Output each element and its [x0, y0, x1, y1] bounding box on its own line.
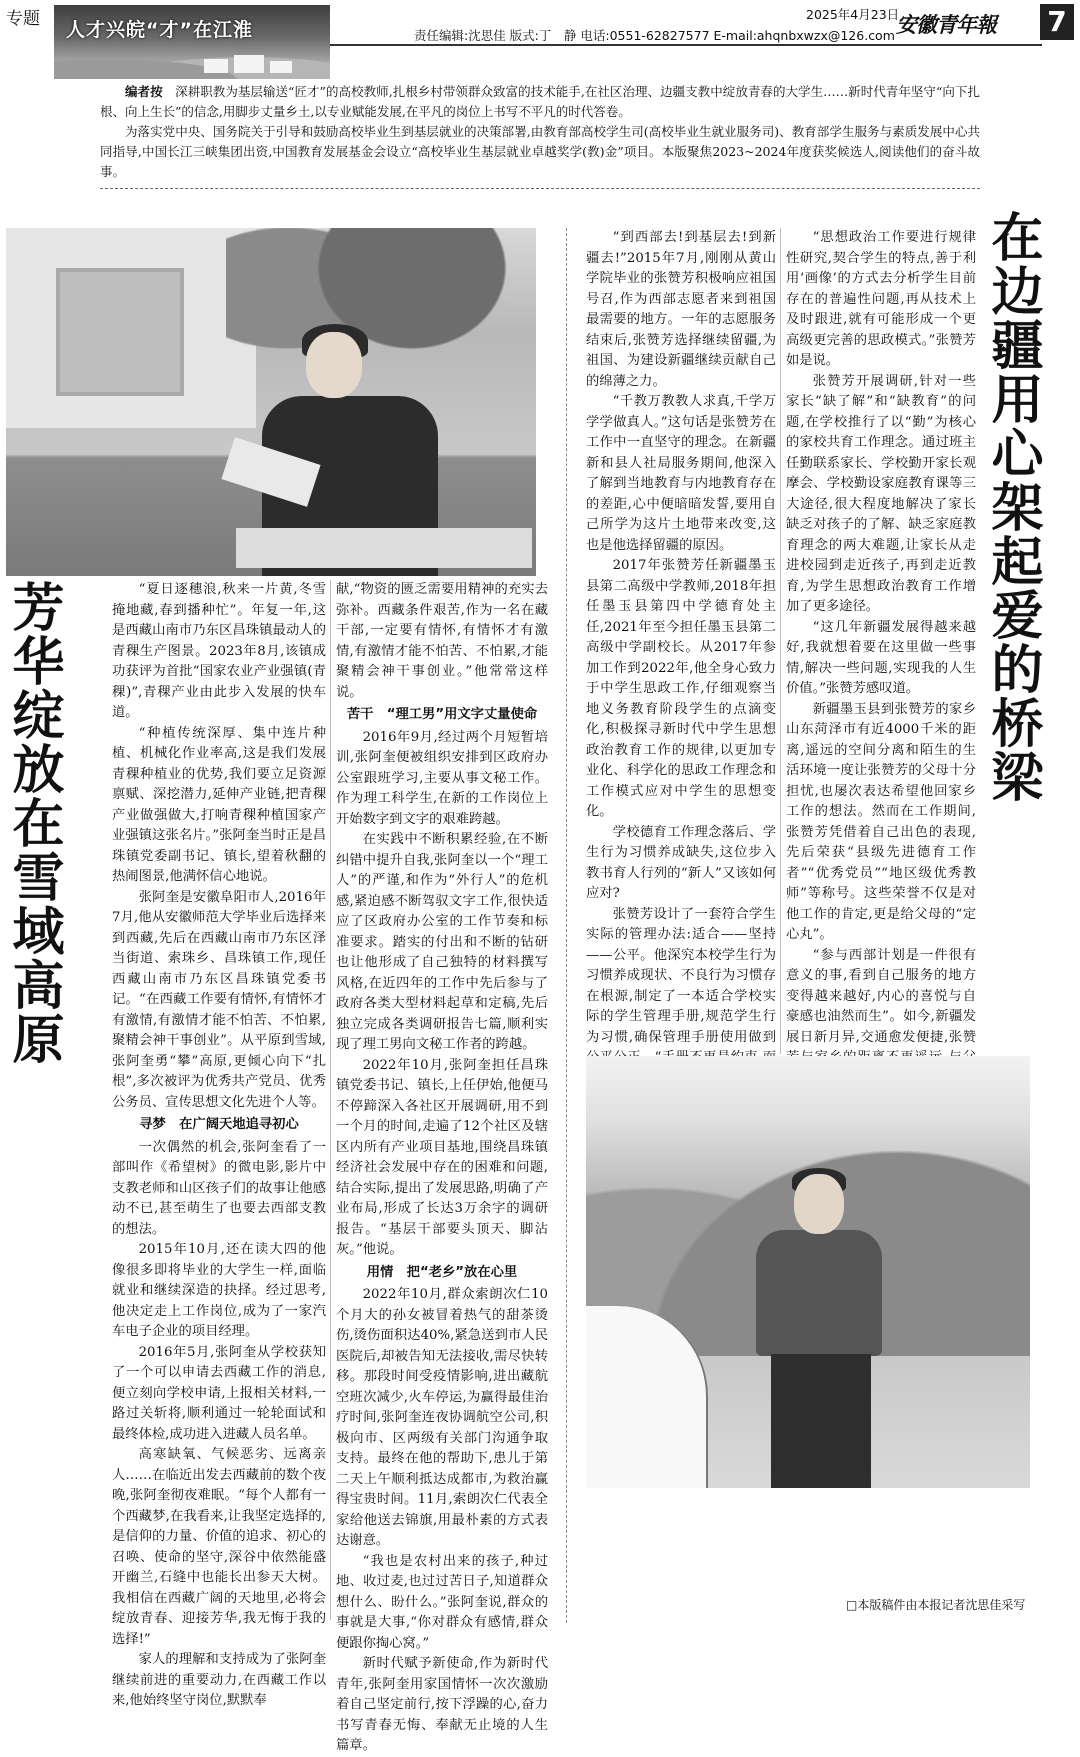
photo-window — [56, 268, 184, 396]
article-left-column-2 — [336, 580, 548, 1753]
editor-note-p1: 深耕职教为基层输送“匠才”的高校教师,扎根乡村带领群众致富的技术能手,在社区治理、边疆支教中绽放青春的大学生……新时代青年坚守“向下扎根、向上生长”的信念,用脚步丈量乡土,以专业赋能发展,在平凡的岗位上书写不平凡的时代答卷。 — [100, 84, 980, 119]
photo-figure-head — [794, 1174, 844, 1234]
editor-note-p2: 为落实党中央、国务院关于引导和鼓励高校毕业生到基层就业的决策部署,由教育部高校学生司(高校毕业生就业服务司)、教育部学生服务与素质发展中心共同指导,中国长江三峡集团出资,中国教育发展基金会设立“高校毕业生基层就业卓越奖学(教)金”项目。本版聚焦2023~2024年度获奖候选人,阅读他们的奋斗故事。 — [100, 124, 980, 179]
paragraph: “参与西部计划是一件很有意义的事,看到自己服务的地方变得越来越好,内心的喜悦与自豪感也油然而生”。如今,新疆发展日新月异,交通愈发便捷,张赞 — [786, 947, 976, 1045]
column-divider — [330, 580, 331, 1620]
paragraph: “思想政治工作要进行规律性研究,契合学生的特点,善于利用‘画像’的方式去分析学生目前存在的普遍性问题,再从技术上及时跟进,就有可能形成一个更高级更完善的思政模式。”张赞芳如是说。 — [786, 230, 976, 368]
header-info: 责任编辑:沈思佳 版式:丁 静 电话:0551-62827577 E-mail:ahqnbxwzx@126.com — [414, 28, 895, 43]
paragraph: 新疆墨玉县到张赞芳的家乡山东菏泽市有近4000千米的距离,遥远的空间分离和陌生的生活环境一度让张赞芳的父母十分担忧,也屡次表达希望他回家乡工作的想法。然而在工作期间,张赞芳凭借着自己出色的表现,先后荣获“县级先进德育工作者”“优秀党员”“地区级优秀教师”等称号。这些荣誉不仅是对他工作的肯定,更是给父母的“定心丸”。 — [786, 701, 976, 942]
header-rule — [330, 44, 1042, 46]
paragraph: “这几年新疆发展得越来越好,我就想着要在这里做一些事情,解决一些问题,实现我的人生价值。”张赞芳感叹道。 — [786, 619, 976, 696]
article-right-column-1 — [586, 228, 776, 1054]
paragraph: “到西部去!到基层去!到新疆去!”2015年7月,刚刚从黄山学院毕业的张赞芳积极响应祖国号召,作为西部志愿者来到祖国最需要的地方。一年的志愿服务结束后,张赞芳选择继续留疆,为祖国、为建设新疆继续贡献自己的绵薄之力。 — [586, 230, 776, 389]
paragraph: “夏日逐穗浪,秋来一片黄,冬雪掩地藏,春到播种忙”。年复一年,这是西藏山南市乃东区昌珠镇最动人的青稞生产图景。2023年8月,该镇成功获评为首批“国家农业产业强镇(青稞)”,青稞产业由此步入发展的快车道。 — [112, 582, 326, 720]
photo-man-by-car — [586, 1056, 1030, 1488]
paragraph: 张赞芳设计了一套符合学生实际的管理办法:适合——坚持——公平。他深究本校学生行为习惯养成现状、不良行为习惯存在根源,制定了一本适合学校实际的学生管理手册,规范学生行为习惯,确保管理手册使用做到 — [586, 906, 776, 1045]
paragraph: 2016年5月,张阿奎从学校获知了一个可以申请去西藏工作的消息,便立刻向学校申请,上报相关材料,一路过关斩将,顺利通过一轮轮面试和最终体检,成功进入进藏人员名单。 — [112, 1344, 326, 1442]
paragraph: 2016年9月,经过两个月短暂培训,张阿奎便被组织安排到区政府办公室跟班学习,主要从事文秘工作。作为理工科学生,在新的工作岗位上开始数字到文字的艰难跨越。 — [336, 729, 548, 827]
photo-figure-body — [756, 1230, 882, 1356]
section-label: 专题 — [6, 9, 40, 29]
paragraph: “千教万教教人求真,千学万学学做真人。”这句话是张赞芳在工作中一直坚守的理念。在新疆新和县人社局服务期间,他深入了解到当地教育与内地教育存在的差距,心中便暗暗发誓,要用自己所学为这片土地带来改变,这也是他选择留疆的原因。 — [586, 394, 776, 553]
story-divider — [566, 228, 567, 1623]
headline-left: 芳华绽放在雪域高原 — [3, 580, 63, 1066]
photo-table — [236, 528, 532, 568]
paragraph: 高寒缺氧、气候恶劣、远离亲人……在临近出发去西藏前的数个夜晚,张阿奎彻夜难眠。“每个人都有一个西藏梦,在我看来,让我坚定选择的,是信仰的力量、价值的追求、初心的召唤、使命的坚守,深谷中依然能盛开幽兰,石缝中也能长出参天大树。我相信在西藏广阔的天地里,必将会绽放青春、迎接芳华,我无悔于我的选择!” — [112, 1447, 326, 1647]
editor-note-lead: 编者按 — [125, 84, 163, 99]
article-right-column-2 — [786, 228, 976, 1054]
paragraph: 张阿奎是安徽阜阳市人,2016年7月,他从安徽师范大学毕业后选择来到西藏,先后在西藏山南市乃东区泽当街道、索珠乡、昌珠镇工作,现任西藏山南市乃东区昌珠镇党委书记。“在西藏工作要有情怀,有情怀才有激情,有激情才能不怕苦、不怕累,聚精会神干事创业”。从平原到雪域,张阿奎勇“攀”高原,更倾心向下“扎根”,多次被评为优秀共产党员、优秀公务员、宣传思想文化先进个人等。 — [112, 889, 326, 1110]
article-left-column-1 — [112, 580, 326, 1708]
paragraph: 2022年10月,群众索朗次仁10个月大的孙女被冒着热气的甜茶烫伤,烫伤面积达40%,紧急送到市人民医院后,却被告知无法接收,需尽快转移。那段时间受疫情影响,进出藏航空班次减少,火车停运,为赢得最佳治疗时间,张阿奎连夜协调航空公司,积极向市、区两级有关部门沟通争取支持。最终在他的帮助下,患儿于第二天上午顺利抵达成都市,为救治赢得宝贵时间。11月,索朗次仁代表全家给他送去锦旗,用最朴素的方式表达谢意。 — [336, 1287, 548, 1548]
banner-title: 人才兴皖“才”在江淮 — [66, 19, 253, 41]
paragraph: 2017年张赞芳任新疆墨玉县第二高级中学教师,2018年担任墨玉县第四中学德育处主任,2021年至今担任墨玉县第二高级中学副校长。从2017年参加工作到2022年,他全身心致力于中学生思政工作,仔细观察当地义务教育阶段学生的点滴变化,积极探寻新时代中学生思想政治教育工作的规律,以更加专业化、科学化的思政工作理念和工作模式应对中学生的思想变化。 — [586, 558, 776, 819]
paragraph: 家人的理解和支持成为了张阿奎继续前进的重要动力,在西藏工作以来,他始终坚守岗位,默默奉 — [112, 1652, 326, 1708]
paragraph: 一次偶然的机会,张阿奎看了一部叫作《希望树》的微电影,影片中支教老师和山区孩子们的故事让他感动不已,甚至萌生了也要去西部支教的想法。 — [112, 1139, 326, 1237]
subheading-hard-work: 苦干 “理工男”用文字丈量使命 — [346, 707, 538, 722]
photo-reading-man — [6, 228, 536, 576]
column-divider — [780, 228, 781, 1054]
paragraph: 张赞芳开展调研,针对一些家长“缺了解”和“缺教育”的问题,在学校推行了以“勤”为核心的家校共育工作理念。通过班主任勤联系家长、学校勤开家长观摩会、学校勤设家庭教育课等三大途径,很大程度地解决了家长缺乏对孩子的了解、缺乏家庭教育理念的两大难题,让家长从走进校园到走近孩子,再到走近教育,为学生思想政治教育工作增加了更多途径。 — [786, 373, 976, 614]
paragraph: “我也是农村出来的孩子,种过地、收过麦,也过过苦日子,知道群众想什么、盼什么。”张阿奎说,群众的事就是大事,“你对群众有感情,群众便跟你掏心窝。” — [336, 1553, 548, 1651]
paragraph: 学校德育工作理念落后、学生行为习惯养成缺失,这位步入教书育人行列的“新人”又该如何应对? — [586, 824, 776, 901]
paragraph: 献,“物资的匮乏需要用精神的充实去弥补。西藏条件艰苦,作为一名在藏干部,一定要有情怀,有情怀才有激情,有激情才能不怕苦、不怕累,才能聚精会神干事创业。”他常常这样说。 — [336, 582, 548, 700]
paragraph: 新时代赋予新使命,作为新时代青年,张阿奎用家国情怀一次次激励着自己坚定前行,按下浮躁的心,奋力书写青春无悔、奉献无止境的人生篇章。 — [336, 1656, 548, 1753]
paragraph: “种植传统深厚、集中连片种植、机械化作业率高,这是我们发展青稞种植业的优势,我们要立足资源禀赋、深挖潜力,延伸产业链,把青稞产业做强做大,打响青稞种植国家产业强镇这张名片。”张阿奎当时正是昌珠镇党委副书记、镇长,望着秋翻的热闹图景,他满怀信心地说。 — [112, 725, 326, 884]
paragraph: 2015年10月,还在读大四的他像很多即将毕业的大学生一样,面临就业和继续深造的抉择。经过思考,他决定走上工作岗位,成为了一家汽车电子企业的项目经理。 — [112, 1242, 326, 1339]
paragraph: 2022年10月,张阿奎担任昌珠镇党委书记、镇长,上任伊始,他便马不停蹄深入各社区开展调研,用不到一个月的时间,走遍了12个社区及辖区内所有产业项目基地,围绕昌珠镇经济社会发展中存在的困难和问题,结合实际,提出了发展思路,明确了产业布局,形成了长达3万余字的调研报告。“基层干部要头顶天、脚沾灰。”他说。 — [336, 1057, 548, 1257]
subheading-dream: 寻梦 在广阔天地追寻初心 — [139, 1117, 299, 1132]
page-number: 7 — [1040, 4, 1074, 40]
paragraph: 在实践中不断积累经验,在不断纠错中提升自我,张阿奎以一个“理工人”的严谨,和作为“外行人”的危机感,紧迫感不断驾驭文字工作,很快适应了区政府办公室的工作节奏和标准要求。踏实的付出和不断的钻研也让他形成了自己独特的材料撰写风格,在近四年的工作中先后参与了政府各类大型材料起草和定稿,先后独立完成各类调研报告七篇,顺利实现了理工男向文秘工作者的跨越。 — [336, 832, 548, 1052]
photo-figure-legs — [771, 1354, 871, 1488]
headline-right: 在边疆用心架起爱的桥梁 — [982, 210, 1042, 804]
masthead-logo: 安徽青年報 — [896, 12, 996, 37]
subheading-care: 用情 把“老乡”放在心里 — [366, 1264, 518, 1280]
banner-houses — [204, 51, 294, 73]
reporter-credit: □本版稿件由本报记者沈思佳采写 — [846, 1598, 1026, 1612]
banner-image — [54, 5, 330, 79]
issue-date: 2025年4月23日 — [806, 7, 900, 22]
editor-note — [100, 82, 980, 182]
photo-figure-head — [306, 332, 362, 398]
note-divider — [100, 188, 980, 189]
